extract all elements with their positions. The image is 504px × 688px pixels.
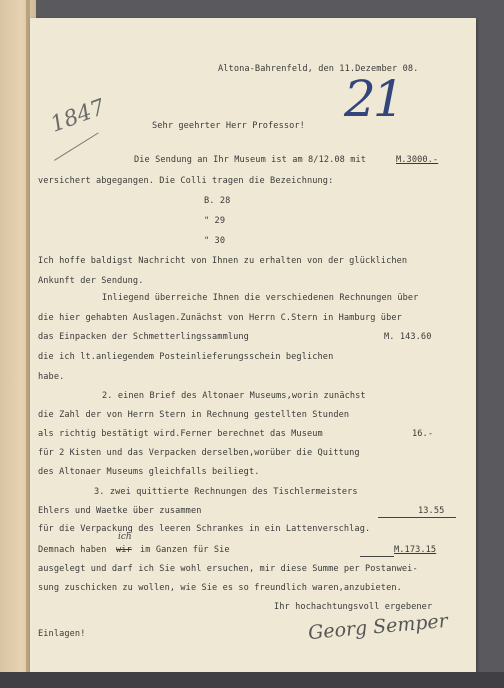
body-line: Inliegend überreiche Ihnen die verschiedenen Rechnungen über xyxy=(102,293,419,303)
body-line: ausgelegt und darf ich Sie wohl ersuchen, mir diese Summe per Postanwei- xyxy=(38,564,418,574)
body-line: Die Sendung an Ihr Museum ist am 8/12.08 mit xyxy=(134,155,367,165)
colli-mark: B. 28 xyxy=(204,196,231,206)
enclosures-label: Einlagen! xyxy=(38,629,86,639)
amount-underline xyxy=(378,517,456,518)
colli-mark: " 29 xyxy=(204,216,226,226)
closing-line: Ihr hochachtungsvoll ergebener xyxy=(274,602,433,612)
body-line: 2. einen Brief des Altonaer Museums,worin zunächst xyxy=(102,391,366,401)
body-line: als richtig bestätigt wird.Ferner berechnet das Museum xyxy=(38,429,323,439)
signature: Georg Semper xyxy=(307,609,449,645)
body-line: für die Verpackung des leeren Schrankes in ein Lattenverschlag. xyxy=(38,524,371,534)
body-line: 3. zwei quittierte Rechnungen des Tischlermeisters xyxy=(94,487,358,497)
body-line: Ehlers und Waetke über zusammen xyxy=(38,506,202,516)
body-line: Demnach haben xyxy=(38,545,107,555)
place-date-line: Altona-Bahrenfeld, den 11.Dezember 08. xyxy=(218,64,419,74)
total-amount: M.173.15 xyxy=(394,545,437,555)
letter-sheet xyxy=(30,18,476,672)
carpenter-amount: 13.55 xyxy=(418,506,445,516)
museum-amount: 16.- xyxy=(412,429,434,439)
scanner-background xyxy=(0,672,504,688)
body-line: versichert abgegangen. Die Colli tragen die Bezeichnung: xyxy=(38,176,334,186)
packing-amount: M. 143.60 xyxy=(384,332,432,342)
body-line: für 2 Kisten und das Verpacken derselben,worüber die Quittung xyxy=(38,448,360,458)
body-line: die ich lt.anliegendem Posteinlieferungsschein beglichen xyxy=(38,352,334,362)
salutation: Sehr geehrter Herr Professor! xyxy=(152,121,305,131)
archive-pencil-mark: 1847 xyxy=(47,94,109,138)
body-line: die Zahl der von Herrn Stern in Rechnung gestellten Stunden xyxy=(38,410,350,420)
body-line: Ich hoffe baldigst Nachricht von Ihnen zu erhalten von der glücklichen xyxy=(38,256,408,266)
archive-mark-stroke xyxy=(54,132,99,160)
insured-amount: M.3000.- xyxy=(396,155,439,165)
inventory-number: 21 xyxy=(344,70,402,128)
handwritten-insertion: ich xyxy=(118,532,132,542)
body-line: im Ganzen für Sie xyxy=(140,545,230,555)
colli-mark: " 30 xyxy=(204,236,226,246)
amount-underline xyxy=(360,556,394,557)
body-line: habe. xyxy=(38,372,65,382)
struck-word: wir xyxy=(116,545,132,555)
body-line: sung zuschicken zu wollen, wie Sie es so freundlich waren,anzubieten. xyxy=(38,583,402,593)
body-line: das Einpacken der Schmetterlingssammlung xyxy=(38,332,249,342)
body-line: Ankunft der Sendung. xyxy=(38,276,144,286)
body-line: die hier gehabten Auslagen.Zunächst von Herrn C.Stern in Hamburg über xyxy=(38,313,402,323)
body-line: des Altonaer Museums gleichfalls beiliegt. xyxy=(38,467,260,477)
